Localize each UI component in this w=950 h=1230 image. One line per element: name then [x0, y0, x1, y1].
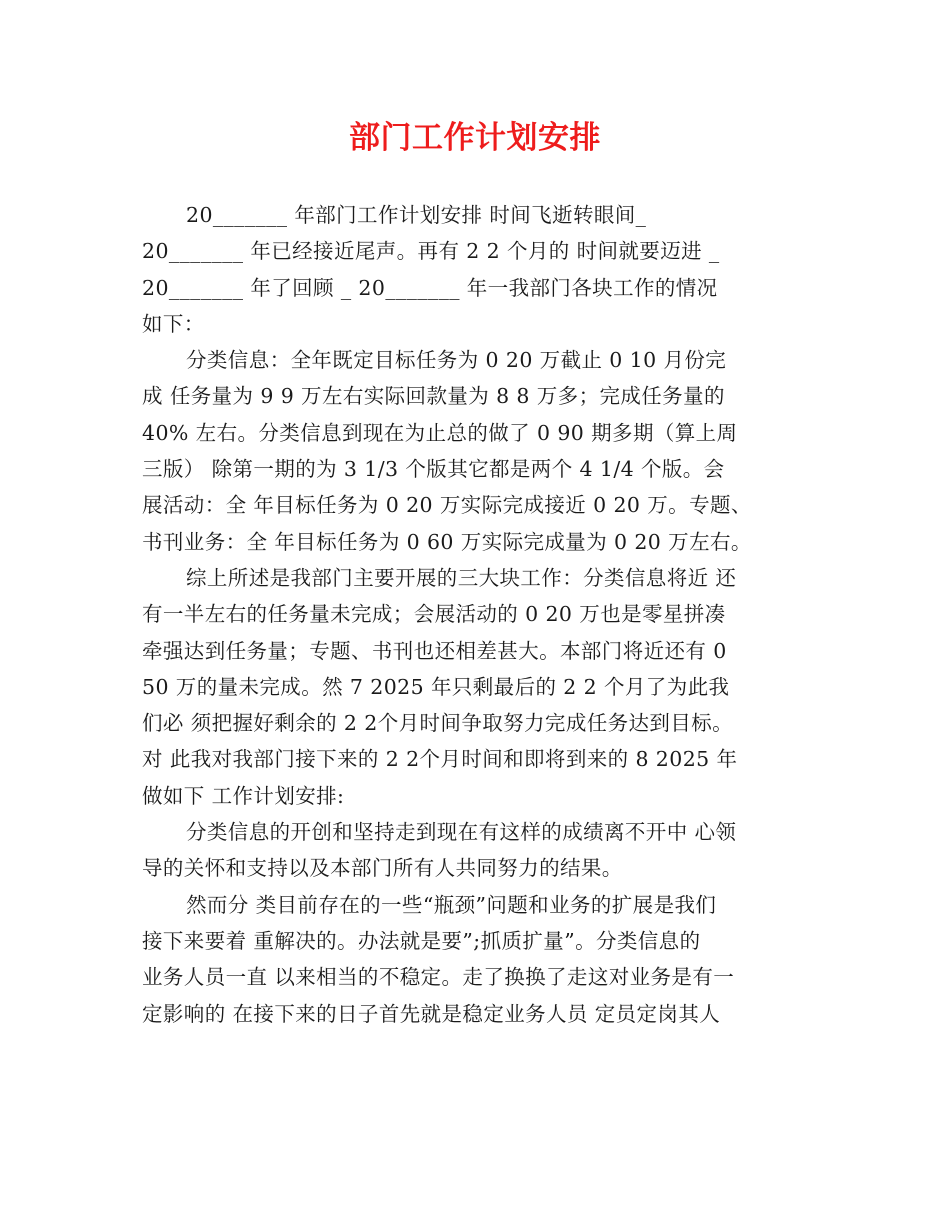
text-line: 有一半左右的任务量未完成；会展活动的 0 20 万也是零星拼凑: [142, 602, 726, 627]
text-line: 牵强达到任务量；专题、书刊也还相差甚大。本部门将近还有 0: [142, 638, 727, 663]
text-line: 书刊业务：全 年目标任务为 0 60 万实际完成量为 0 20 万左右。: [142, 529, 752, 554]
text-line: 定影响的 在接下来的日子首先就是稳定业务人员 定员定岗其人: [142, 1001, 721, 1026]
text-line: 40% 左右。分类信息到现在为止总的做了 0 90 期多期（算上周: [142, 420, 738, 445]
text-line: 20_______ 年部门工作计划安排 时间飞逝转眼间_: [186, 203, 647, 227]
text-line: 分类信息的开创和坚持走到现在有这样的成绩离不开中 心领: [186, 820, 737, 845]
text-line: 综上所述是我部门主要开展的三大块工作：分类信息将近 还: [186, 565, 737, 590]
text-line: 分类信息：全年既定目标任务为 0 20 万截止 0 10 月份完: [186, 348, 727, 373]
text-line: 业务人员一直 以来相当的不稳定。走了换换了走这对业务是有一: [142, 965, 735, 990]
text-line: 对 此我对我部门接下来的 2 2个月时间和即将到来的 8 2025 年: [142, 747, 738, 772]
text-line: 导的关怀和支持以及本部门所有人共同努力的结果。: [142, 856, 623, 881]
document-body: [142, 197, 822, 1032]
text-line: 成 任务量为 9 9 万左右实际回款量为 8 8 万多；完成任务量的: [142, 384, 725, 409]
text-line: 如下：: [142, 311, 205, 336]
text-line: 20_______ 年已经接近尾声。再有 2 2 个月的 时间就要迈进 _: [142, 239, 720, 264]
text-line: 接下来要着 重解决的。办法就是要”;抓质扩量”。分类信息的: [142, 928, 701, 953]
text-line: 做如下 工作计划安排:: [142, 783, 345, 808]
document-title: 部门工作计划安排: [349, 120, 601, 156]
text-line: 50 万的量未完成。然 7 2025 年只剩最后的 2 2 个月了为此我: [142, 674, 730, 699]
text-line: 然而分 类目前存在的一些“瓶颈”问题和业务的扩展是我们: [186, 892, 717, 917]
text-line: 们必 须把握好剩余的 2 2个月时间争取努力完成任务达到目标。: [142, 711, 734, 736]
text-line: 三版） 除第一期的为 3 1/3 个版其它都是两个 4 1/4 个版。会: [142, 457, 725, 482]
text-line: 20_______ 年了回顾 _ 20_______ 年一我部门各块工作的情况: [142, 275, 718, 300]
text-line: 展活动：全 年目标任务为 0 20 万实际完成接近 0 20 万。专题、: [142, 493, 752, 518]
